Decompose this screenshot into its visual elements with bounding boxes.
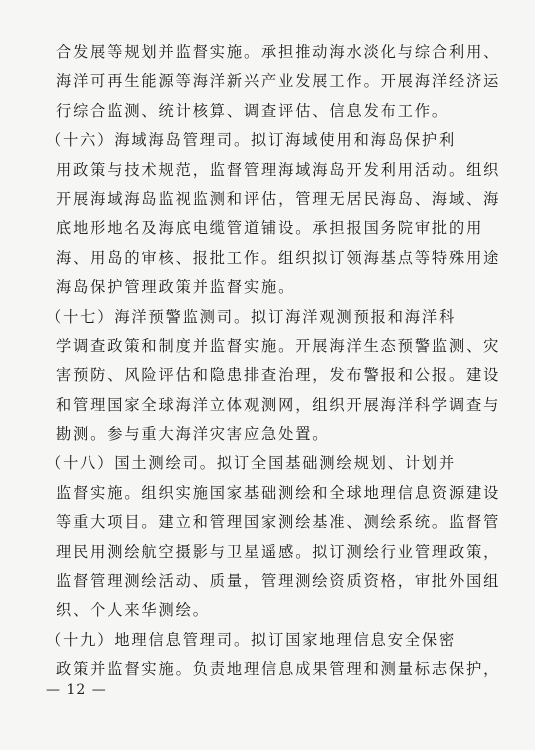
section-heading-line: （十九）地理信息管理司。拟订国家地理信息安全保密 bbox=[46, 630, 457, 649]
text-line: 学调查政策和制度并监督实施。开展海洋生态预警监测、灾 bbox=[56, 336, 501, 355]
text-line: 用政策与技术规范，监督管理海域海岛开发利用活动。组织 bbox=[56, 160, 501, 179]
text-line: 和管理国家全球海洋立体观测网，组织开展海洋科学调查与 bbox=[56, 395, 501, 414]
text-line: 害预防、风险评估和隐患排查治理，发布警报和公报。建设 bbox=[56, 366, 501, 385]
text-line: 海洋可再生能源等海洋新兴产业发展工作。开展海洋经济运 bbox=[56, 72, 501, 91]
page-number: — 12 — bbox=[46, 682, 107, 698]
text-line: 底地形地名及海底电缆管道铺设。承担报国务院审批的用 bbox=[56, 219, 484, 238]
section-heading-line: （十八）国土测绘司。拟订全国基础测绘规划、计划并 bbox=[46, 454, 457, 473]
section-heading-line: （十七）海洋预警监测司。拟订海洋观测预报和海洋科 bbox=[46, 307, 457, 326]
document-body bbox=[46, 38, 514, 685]
text-line: 海岛保护管理政策并监督实施。 bbox=[56, 278, 296, 297]
text-line: 织、个人来华测绘。 bbox=[56, 601, 210, 620]
text-line: 政策并监督实施。负责地理信息成果管理和测量标志保护， bbox=[56, 660, 501, 679]
section-heading-line: （十六）海域海岛管理司。拟订海域使用和海岛保护利 bbox=[46, 131, 457, 150]
text-line: 等重大项目。建立和管理国家测绘基准、测绘系统。监督管 bbox=[56, 513, 501, 532]
text-line: 监督管理测绘活动、质量，管理测绘资质资格，审批外国组 bbox=[56, 572, 501, 591]
text-line: 开展海域海岛监视监测和评估，管理无居民海岛、海域、海 bbox=[56, 189, 501, 208]
text-line: 勘测。参与重大海洋灾害应急处置。 bbox=[56, 425, 330, 444]
text-line: 海、用岛的审核、报批工作。组织拟订领海基点等特殊用途 bbox=[56, 248, 501, 267]
text-line: 行综合监测、统计核算、调查评估、信息发布工作。 bbox=[56, 101, 450, 120]
text-line: 监督实施。组织实施国家基础测绘和全球地理信息资源建设 bbox=[56, 483, 501, 502]
text-line: 合发展等规划并监督实施。承担推动海水淡化与综合利用、 bbox=[56, 43, 501, 61]
text-line: 理民用测绘航空摄影与卫星遥感。拟订测绘行业管理政策， bbox=[56, 542, 501, 561]
